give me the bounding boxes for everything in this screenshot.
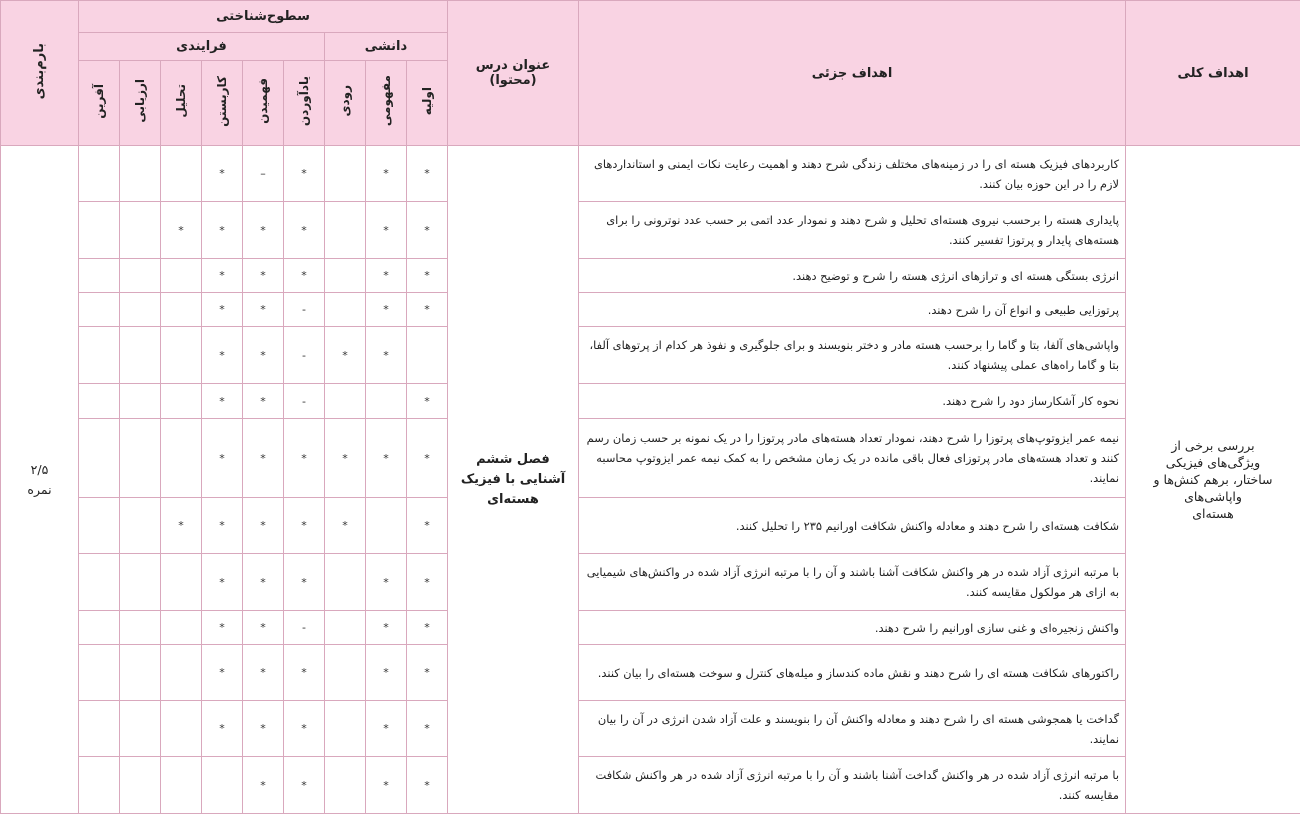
level-mark: * (366, 259, 407, 293)
level-mark (366, 384, 407, 419)
level-mark (120, 384, 161, 419)
scoring-header (1, 1, 79, 146)
level-label: مفهومی (379, 75, 393, 127)
level-mark (79, 327, 120, 384)
level-mark: * (407, 384, 448, 419)
level-mark: * (366, 701, 407, 757)
level-mark (79, 384, 120, 419)
cognitive-levels-header: سطوح‌شناختی (79, 1, 448, 33)
level-mark (325, 293, 366, 327)
level-mark: * (366, 554, 407, 611)
level-mark: * (243, 498, 284, 554)
level-header (366, 61, 407, 146)
level-mark (120, 701, 161, 757)
level-mark: * (407, 259, 448, 293)
level-mark: * (243, 554, 284, 611)
general-goal-cell (1126, 146, 1300, 814)
level-label: اولیه (420, 86, 434, 116)
level-mark: * (366, 419, 407, 498)
level-mark (325, 384, 366, 419)
level-mark: * (202, 645, 243, 701)
level-mark (325, 645, 366, 701)
level-mark (366, 498, 407, 554)
level-mark: * (407, 757, 448, 814)
level-mark: * (366, 293, 407, 327)
general-goal-line: ویژگی‌های فیزیکی (1165, 455, 1261, 470)
general-goal-line: واپاشی‌های (1184, 489, 1242, 504)
score-line: ۲/۵ (30, 461, 49, 477)
level-mark (79, 498, 120, 554)
level-mark (161, 293, 202, 327)
level-mark: – (243, 146, 284, 202)
objective-cell: نیمه عمر ایزوتوپ‌های پرتوزا را شرح دهند، نمودار تعداد هسته‌های مادر پرتوزا را در یک نمونه بر حسب زمان رسم کنند و تعداد هسته‌های مادر پرتوزای فعال باقی مانده در یک زمان مشخص را به کمک نیمه عمر ایزوتوپ محاسبه نمایند. (579, 419, 1126, 498)
level-mark: * (243, 611, 284, 645)
level-mark (120, 259, 161, 293)
scoring-header-label: بارم‌بندی (32, 42, 47, 100)
level-mark: * (366, 757, 407, 814)
level-mark (79, 419, 120, 498)
level-mark: * (243, 327, 284, 384)
level-mark: * (284, 757, 325, 814)
level-header (79, 61, 120, 146)
level-mark (161, 757, 202, 814)
level-mark: * (243, 384, 284, 419)
objective-cell: پایداری هسته را برحسب نیروی هسته‌ای تحلیل و شرح دهند و نمودار عدد اتمی بر حسب عدد نوترونی را برای هسته‌های پایدار و پرتوزا تفسیر کنند. (579, 202, 1126, 259)
level-mark (161, 327, 202, 384)
level-label: ارزیابی (133, 79, 147, 123)
level-mark: * (284, 701, 325, 757)
level-mark (325, 259, 366, 293)
level-mark (325, 202, 366, 259)
objective-cell: گداخت یا همجوشی هسته ای را شرح دهند و معادله واکنش آن را بنویسند و علت آزاد شدن انرژی در آن را بیان نمایند. (579, 701, 1126, 757)
level-mark (79, 611, 120, 645)
level-mark (325, 611, 366, 645)
objective-cell: با مرتبه انرژی آزاد شده در هر واکنش گداخت آشنا باشند و آن را با مرتبه انرژی آزاد شده در هر واکنش شکافت مقایسه کنند. (579, 757, 1126, 814)
level-mark: * (243, 757, 284, 814)
objective-cell: نحوه کار آشکارساز دود را شرح دهند. (579, 384, 1126, 419)
objective-cell: کاربردهای فیزیک هسته ای را در زمینه‌های مختلف زندگی شرح دهند و اهمیت رعایت نکات ایمنی و استانداردهای لازم را در این حوزه بیان کنند. (579, 146, 1126, 202)
level-mark (407, 327, 448, 384)
level-mark: * (284, 554, 325, 611)
level-mark (120, 293, 161, 327)
level-mark: * (202, 293, 243, 327)
level-mark: * (202, 327, 243, 384)
objective-cell: پرتوزایی طبیعی و انواع آن را شرح دهند. (579, 293, 1126, 327)
level-mark: * (284, 498, 325, 554)
level-mark: * (202, 259, 243, 293)
level-label: کاربستن (215, 75, 229, 127)
level-mark: * (407, 701, 448, 757)
lesson-title-line1: عنوان درس (475, 58, 551, 73)
level-mark: * (366, 202, 407, 259)
level-mark (120, 419, 161, 498)
level-mark: * (243, 202, 284, 259)
level-mark: * (325, 498, 366, 554)
level-label: فهمیدن (256, 78, 270, 124)
objective-cell: با مرتبه انرژی آزاد شده در هر واکنش شکافت آشنا باشند و آن را با مرتبه انرژی آزاد شده در واکنش‌های شیمیایی به ازای هر مولکول مقایسه کنند. (579, 554, 1126, 611)
level-mark: * (407, 645, 448, 701)
general-goal-line: هسته‌ای (1192, 506, 1234, 521)
level-label: رودی (338, 85, 352, 117)
level-mark: * (366, 611, 407, 645)
level-mark: * (243, 259, 284, 293)
level-mark: * (284, 202, 325, 259)
objective-cell: انرژی بستگی هسته ای و ترازهای انرژی هسته را شرح و توضیح دهند. (579, 259, 1126, 293)
knowledge-header: دانشی (325, 33, 448, 61)
level-mark: * (243, 701, 284, 757)
level-mark: * (202, 146, 243, 202)
level-mark: * (407, 498, 448, 554)
score-line: نمره (27, 481, 52, 497)
level-mark: * (407, 293, 448, 327)
objective-cell: واپاشی‌های آلفا، بتا و گاما را برحسب هسته مادر و دختر بنویسند و برای جلوگیری و نفوذ هر کدام از پرتوهای آلفا، بتا و گاما راه‌های عملی پیشنهاد کنند. (579, 327, 1126, 384)
level-mark (161, 645, 202, 701)
level-mark (325, 701, 366, 757)
level-mark (325, 146, 366, 202)
level-header (161, 61, 202, 146)
level-mark: * (325, 327, 366, 384)
level-mark: * (407, 146, 448, 202)
level-mark: * (366, 645, 407, 701)
sub-goals-header: اهداف جزئی (579, 1, 1126, 146)
table-row (1, 498, 1300, 554)
level-mark (79, 554, 120, 611)
objective-cell: شکافت هسته‌ای را شرح دهند و معادله واکنش شکافت اورانیم ۲۳۵ را تحلیل کنند. (579, 498, 1126, 554)
level-mark (120, 498, 161, 554)
level-mark (161, 384, 202, 419)
level-mark: - (284, 611, 325, 645)
level-header (284, 61, 325, 146)
level-mark (79, 202, 120, 259)
level-mark: * (407, 419, 448, 498)
level-mark: * (161, 498, 202, 554)
level-mark (120, 554, 161, 611)
level-mark (120, 202, 161, 259)
chapter-line: هسته‌ای (487, 491, 539, 507)
table-row (1, 419, 1300, 498)
table-row (1, 202, 1300, 259)
level-mark (325, 554, 366, 611)
level-mark (120, 146, 161, 202)
general-goals-header: اهداف کلی (1126, 1, 1300, 146)
general-goal-line: ساختار، برهم کنش‌ها و (1153, 472, 1273, 487)
level-mark (120, 757, 161, 814)
table-body (1, 146, 1300, 814)
lesson-title-header (448, 1, 579, 146)
score-cell (1, 146, 79, 814)
level-mark: * (202, 701, 243, 757)
level-header (407, 61, 448, 146)
level-header (120, 61, 161, 146)
level-mark (79, 701, 120, 757)
level-header (202, 61, 243, 146)
level-mark: * (202, 498, 243, 554)
level-mark: * (202, 554, 243, 611)
level-mark: * (284, 419, 325, 498)
level-mark: * (407, 611, 448, 645)
table-row (1, 645, 1300, 701)
table-row (1, 293, 1300, 327)
level-mark (161, 611, 202, 645)
level-mark (120, 327, 161, 384)
table-row (1, 146, 1300, 202)
table-row (1, 327, 1300, 384)
process-header: فرایندی (79, 33, 325, 61)
level-mark (79, 293, 120, 327)
level-header (243, 61, 284, 146)
level-mark: * (202, 384, 243, 419)
level-mark (161, 419, 202, 498)
table-row (1, 554, 1300, 611)
level-mark: * (202, 419, 243, 498)
level-label: آفرین (92, 83, 106, 119)
level-mark (161, 259, 202, 293)
level-mark: * (407, 554, 448, 611)
level-mark: * (202, 611, 243, 645)
level-mark: * (325, 419, 366, 498)
lesson-title-line2: (محتوا) (489, 73, 537, 88)
level-mark: * (284, 645, 325, 701)
level-mark: - (284, 293, 325, 327)
level-mark (161, 701, 202, 757)
level-mark (120, 645, 161, 701)
level-mark (161, 554, 202, 611)
level-mark (325, 757, 366, 814)
level-mark: * (202, 202, 243, 259)
level-mark: * (243, 645, 284, 701)
level-mark (161, 146, 202, 202)
level-mark: * (161, 202, 202, 259)
table-row (1, 701, 1300, 757)
level-mark (79, 757, 120, 814)
level-mark (120, 611, 161, 645)
table-row (1, 384, 1300, 419)
table-row (1, 611, 1300, 645)
level-mark: - (284, 327, 325, 384)
level-mark: * (284, 259, 325, 293)
objective-cell: راکتورهای شکافت هسته ای را شرح دهند و نقش ماده کندساز و میله‌های کنترل و سوخت هسته‌ای را بیان کنند. (579, 645, 1126, 701)
level-mark (79, 645, 120, 701)
objective-cell: واکنش زنجیره‌ای و غنی سازی اورانیم را شرح دهند. (579, 611, 1126, 645)
level-label: یادآوردن (297, 75, 311, 127)
table-row (1, 757, 1300, 814)
chapter-line: فصل ششم (476, 451, 550, 467)
chapter-cell (448, 146, 579, 814)
level-mark: * (243, 293, 284, 327)
level-header (325, 61, 366, 146)
level-mark: * (366, 327, 407, 384)
level-mark (79, 259, 120, 293)
level-mark: - (284, 384, 325, 419)
level-label: تحلیل (174, 84, 188, 118)
table-row (1, 259, 1300, 293)
level-mark (79, 146, 120, 202)
chapter-line: آشنایی با فیزیک (460, 471, 566, 487)
level-mark: * (366, 146, 407, 202)
level-mark: * (284, 146, 325, 202)
level-mark: * (243, 419, 284, 498)
level-mark (202, 757, 243, 814)
general-goal-line: بررسی برخی از (1171, 438, 1255, 453)
level-mark: * (407, 202, 448, 259)
